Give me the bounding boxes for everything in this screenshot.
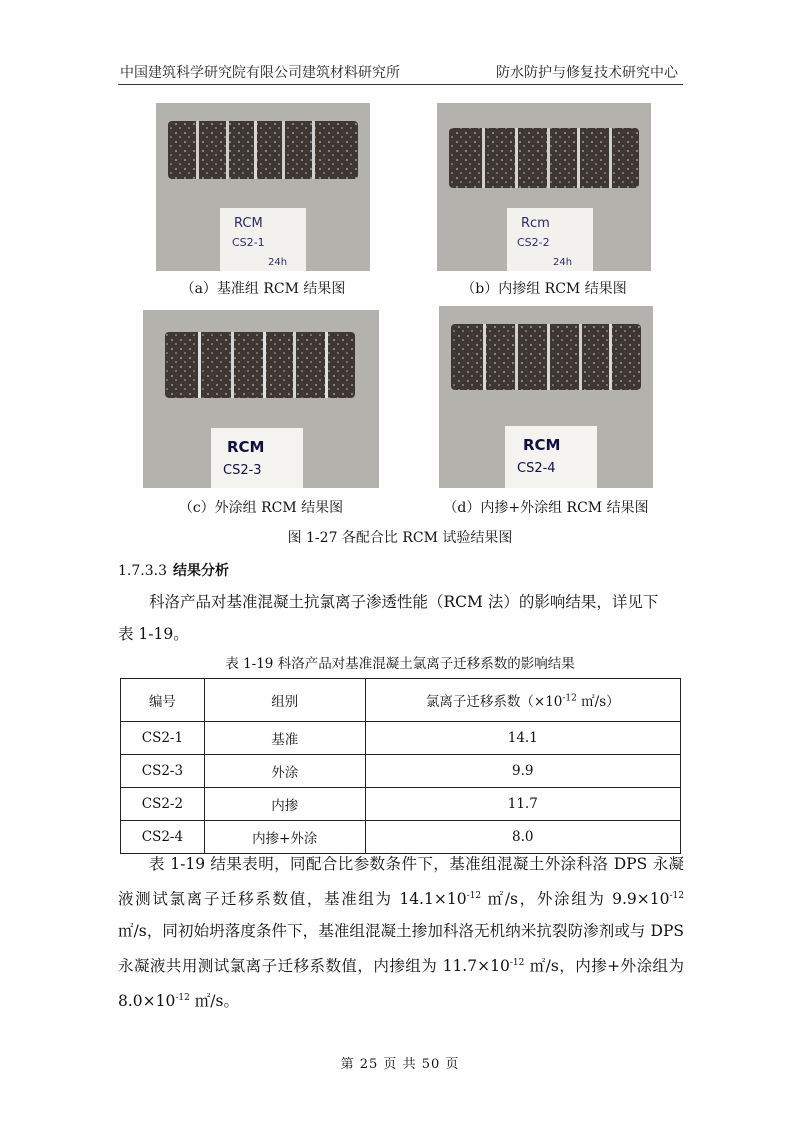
specimen-photo-b: [437, 103, 651, 271]
photo-c: [143, 310, 379, 488]
row-id: CS2-2: [121, 788, 205, 821]
row-group: 内掺+外涂: [204, 821, 365, 854]
header-id: 编号: [121, 679, 205, 722]
specimen-photo-c: [143, 310, 379, 488]
caption-b: （b）内掺组 RCM 结果图: [461, 281, 627, 297]
row-group: 外涂: [204, 755, 365, 788]
caption-a: （a）基准组 RCM 结果图: [180, 281, 346, 297]
row-value: 9.9: [365, 755, 680, 788]
row-group: 基准: [204, 722, 365, 755]
label-b-line1: Rcm: [521, 216, 550, 231]
table-header-row: [121, 679, 681, 722]
section-number: 1.7.3.3: [118, 563, 167, 579]
results-table: [120, 678, 681, 854]
photo-a: [156, 103, 370, 271]
label-d-line1: RCM: [523, 436, 561, 454]
intro-paragraph: [118, 586, 684, 650]
conclusion-paragraph: 表 1-19 结果表明，同配合比参数条件下，基准组混凝土外涂科洛 DPS 永凝液测试氯离子迁移系数值，基准组为 $14.1\times 10^{-12}$ ㎡/s，外涂组为 $9.9\times 10^{-12}$ ㎡/s，同初始坍落度条件下，基准组混凝土掺加科洛无机纳米抗裂防渗剂或与 DPS 永凝液共用测试氯离子迁移系数值，内掺组为 $11.7\times 10^{-12}$ ㎡/s，内掺+外涂组为 $8.0\times 10^{-12}$ ㎡/s。: [118, 855, 685, 1011]
table-row: [121, 755, 681, 788]
row-id: CS2-1: [121, 722, 205, 755]
table-title: 表 1-19 科洛产品对基准混凝土氯离子迁移系数的影响结果: [225, 656, 575, 672]
specimen-photo-a: [156, 103, 370, 271]
table-row: [121, 722, 681, 755]
row-value: 11.7: [365, 788, 680, 821]
section-heading: [118, 560, 229, 580]
label-a-line2: CS2-1: [232, 236, 265, 249]
label-b-line3: 24h: [553, 257, 573, 268]
header-coefficient: 氯离子迁移系数（$\times 10^{-12}$ ㎡/s）: [365, 679, 680, 722]
row-group: 内掺: [204, 788, 365, 821]
caption-c: （c）外涂组 RCM 结果图: [178, 500, 344, 516]
header-right: 防水防护与修复技术研究中心: [496, 65, 678, 81]
specimen-photo-d: [439, 306, 653, 488]
caption-d: （d）内掺+外涂组 RCM 结果图: [443, 500, 649, 516]
label-d-line2: CS2-4: [517, 461, 556, 476]
row-id: CS2-3: [121, 755, 205, 788]
label-a-line1: RCM: [234, 216, 263, 231]
header-divider: [118, 84, 683, 85]
row-id: CS2-4: [121, 821, 205, 854]
intro-line-1: 科洛产品对基准混凝土抗氯离子渗透性能（RCM 法）的影响结果，详见下: [149, 593, 659, 611]
photo-b: [437, 103, 651, 271]
label-b-line2: CS2-2: [517, 236, 550, 249]
row-value: 8.0: [365, 821, 680, 854]
header-group: 组别: [204, 679, 365, 722]
intro-line-2: 表 1-19。: [118, 625, 189, 643]
figure-title: 图 1-27 各配合比 RCM 试验结果图: [287, 530, 513, 546]
photo-d: [439, 306, 653, 488]
label-a-line3: 24h: [268, 257, 288, 268]
section-title: 结果分析: [172, 563, 229, 579]
row-value: 14.1: [365, 722, 680, 755]
table-row: [121, 788, 681, 821]
page-number: 第 25 页 共 50 页: [340, 1057, 460, 1072]
label-c-line2: CS2-3: [223, 463, 262, 478]
label-c-line1: RCM: [227, 438, 265, 456]
header-left: 中国建筑科学研究院有限公司建筑材料研究所: [120, 65, 400, 81]
